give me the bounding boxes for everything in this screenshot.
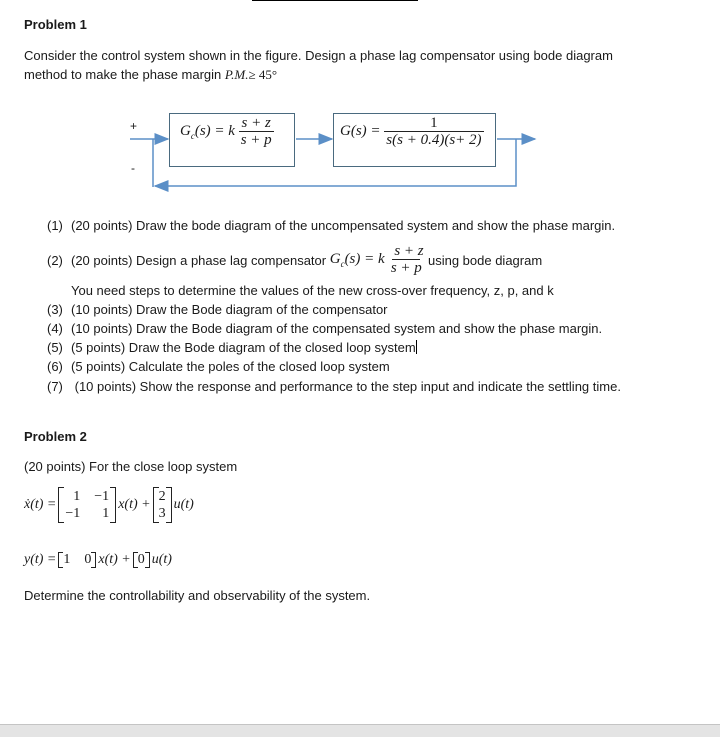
matrix-c-2: 0	[84, 552, 92, 567]
list-item-1	[47, 218, 615, 234]
compensator-numerator: s + z	[239, 115, 274, 132]
problem2-question: Determine the controllability and observability of the system.	[24, 588, 371, 603]
item-number: (5)	[47, 340, 63, 355]
list-item-2	[47, 242, 542, 281]
matrix-a-22: 1	[102, 506, 110, 521]
output-lhs: y(t) =	[24, 552, 57, 567]
matrix-d-1: 0	[137, 552, 145, 567]
state-equation	[24, 487, 194, 523]
item-text: (10 points) Draw the Bode diagram of the compensator	[71, 302, 388, 317]
item-text: (20 points) Design a phase lag compensator	[71, 252, 330, 268]
state-derivative-lhs: ẋ(t) =	[24, 497, 57, 512]
item-text: (20 points) Draw the bode diagram of the uncompensated system and show the phase margin.	[71, 218, 616, 233]
plant-denominator: s(s + 0.4)(s+ 2)	[386, 132, 482, 148]
state-vector-term: x(t) +	[98, 552, 131, 567]
matrix-c-1: 1	[63, 552, 71, 567]
matrix-a-21: −1	[65, 506, 81, 521]
problem1-intro-line1: Consider the control system shown in the figure. Design a phase lag compensator using bode diagram	[24, 48, 613, 63]
problem2-title: Problem 2	[24, 429, 87, 444]
item-number: (1)	[47, 218, 63, 233]
gc-subscript: c	[340, 259, 345, 269]
plant-block[interactable]	[340, 115, 484, 148]
matrix-d	[133, 552, 150, 568]
phase-margin-condition: ≥ 45°	[248, 67, 278, 82]
fraction-denominator: s + p	[390, 259, 422, 276]
matrix-a	[58, 487, 116, 523]
matrix-b	[153, 487, 172, 523]
compensator-denominator: s + p	[240, 132, 272, 148]
intro-text: method to make the phase margin	[24, 67, 225, 82]
compensator-fraction	[239, 115, 274, 148]
gc-argument: (s) = k	[194, 122, 235, 139]
item-number: (3)	[47, 302, 63, 317]
diagram-wires	[0, 0, 720, 200]
item-text: (10 points) Draw the Bode diagram of the compensated system and show the phase margin.	[71, 321, 603, 336]
bottom-status-bar	[0, 724, 720, 737]
item-text: (5 points) Calculate the poles of the closed loop system	[71, 359, 390, 374]
plant-fraction	[384, 115, 483, 148]
problem1-title: Problem 1	[24, 17, 87, 32]
phase-margin-symbol: P.M.	[224, 67, 249, 82]
input-term: u(t)	[173, 497, 194, 512]
problem2-intro: (20 points) For the close loop system	[24, 459, 238, 474]
list-item-7	[47, 379, 621, 395]
text-cursor	[416, 340, 417, 354]
plant-symbol: G(s) =	[340, 123, 381, 139]
compensator-block[interactable]	[180, 115, 274, 148]
matrix-c	[58, 552, 96, 568]
compensator-formula	[329, 242, 428, 276]
input-term: u(t)	[151, 552, 172, 567]
list-item-note	[71, 283, 554, 299]
output-equation	[24, 552, 172, 568]
matrix-a-12: −1	[94, 489, 110, 504]
item-text: (5 points) Draw the Bode diagram of the closed loop system	[71, 340, 416, 355]
compensator-fraction	[389, 243, 424, 276]
list-item-6	[47, 359, 390, 375]
item-number: (6)	[47, 359, 63, 374]
summing-plus-sign: +	[130, 119, 138, 133]
summing-minus-sign: -	[131, 161, 135, 175]
item-number: (2)	[47, 252, 63, 268]
block-diagram	[0, 0, 720, 200]
list-item-4	[47, 321, 602, 337]
item-text-after: using bode diagram	[427, 252, 543, 268]
item-text: (10 points) Show the response and performance to the step input and indicate the settling time.	[71, 379, 621, 394]
gc-symbol: G	[180, 122, 191, 139]
item-number: (4)	[47, 321, 63, 336]
list-item-3	[47, 302, 388, 318]
item-number: (7)	[47, 379, 63, 394]
fraction-numerator: s + z	[394, 242, 424, 259]
gc-subscript: c	[190, 130, 195, 141]
state-vector-term: x(t) +	[118, 497, 151, 512]
plant-numerator: 1	[384, 115, 483, 132]
matrix-b-2: 3	[158, 506, 166, 521]
gc-symbol: G	[329, 251, 341, 267]
matrix-a-11: 1	[73, 489, 81, 504]
matrix-b-1: 2	[158, 489, 166, 504]
item-text: You need steps to determine the values of the new cross-over frequency, z, p, and k	[71, 283, 554, 298]
list-item-5	[47, 340, 417, 356]
gc-argument: (s) = k	[344, 251, 385, 267]
